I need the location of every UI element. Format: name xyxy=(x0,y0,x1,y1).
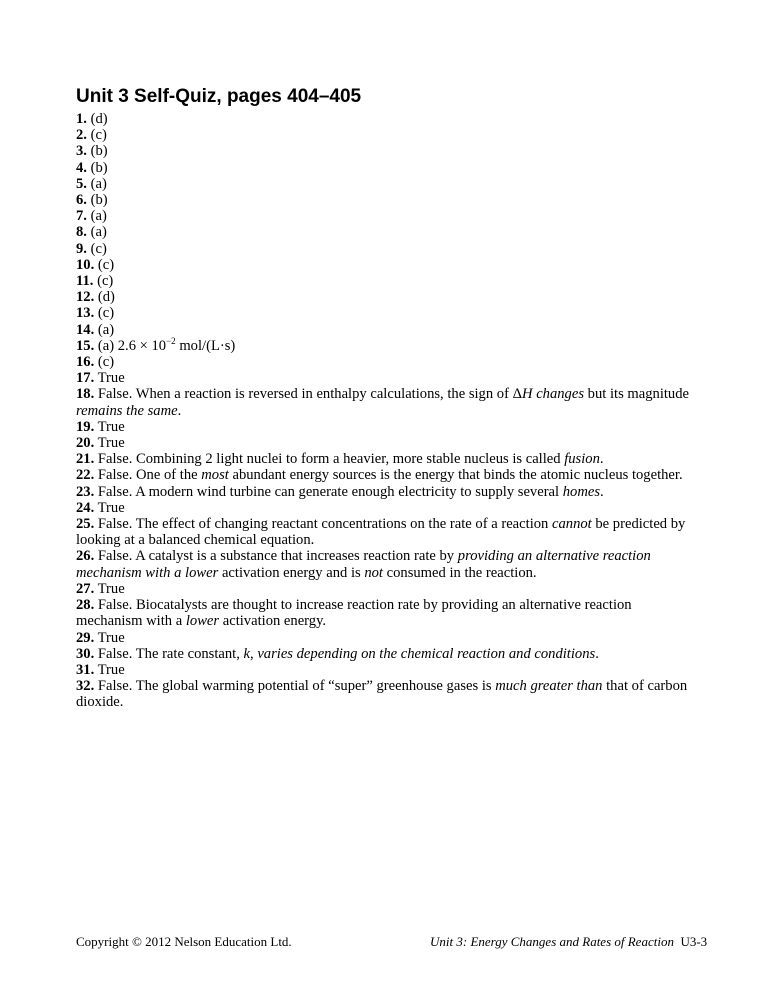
answer-text: varies depending on the chemical reaction and conditions xyxy=(257,645,596,662)
answer-text: remains the same xyxy=(76,402,178,419)
answer-text: (c) xyxy=(94,354,115,371)
answer-number: 4. xyxy=(76,159,87,176)
answer-item xyxy=(76,630,696,646)
answer-number: 1. xyxy=(76,111,87,127)
answer-text: True xyxy=(94,580,125,597)
answer-item xyxy=(76,241,696,257)
footer-unit-title: Unit 3: Energy Changes and Rates of Reaction xyxy=(430,934,674,949)
answer-text: much greater than xyxy=(495,678,603,695)
answer-item xyxy=(76,419,696,435)
answer-text: . xyxy=(177,402,182,419)
answer-text: that of carbon dioxide. xyxy=(76,678,688,711)
answer-text: (c) xyxy=(94,256,115,273)
answer-number: 22. xyxy=(76,467,95,484)
answer-number: 2. xyxy=(76,127,87,144)
footer-copyright: Copyright © 2012 Nelson Education Ltd. xyxy=(76,934,292,949)
answer-text: False. The global warming potential of “super” greenhouse gases is xyxy=(94,678,496,695)
answer-text: (a) xyxy=(94,321,115,338)
answer-text: providing an alternative reaction mechanism with a lower xyxy=(76,548,651,581)
answer-item xyxy=(76,111,696,127)
answer-number: 5. xyxy=(76,175,87,192)
answer-list xyxy=(76,111,696,711)
answer-text: activation energy and is xyxy=(218,564,365,581)
answer-number: 8. xyxy=(76,224,87,241)
footer-page-number: U3-3 xyxy=(680,934,708,949)
answer-item xyxy=(76,354,696,370)
answer-number: 20. xyxy=(76,435,95,452)
page-title: Unit 3 Self-Quiz, pages 404–405 xyxy=(76,86,362,107)
answer-item xyxy=(76,500,696,516)
answer-text: True xyxy=(94,418,125,435)
answer-item xyxy=(76,273,696,289)
answer-text: not xyxy=(364,564,383,581)
answer-text: (a) xyxy=(86,224,107,241)
answer-item xyxy=(76,548,696,580)
answer-number: 19. xyxy=(76,418,95,435)
answer-text: mol/(L·s) xyxy=(175,337,236,354)
answer-text: H changes xyxy=(522,386,585,403)
answer-text: fusion xyxy=(564,451,600,468)
answer-number: 3. xyxy=(76,143,87,160)
answer-number: 6. xyxy=(76,192,87,209)
answer-item xyxy=(76,208,696,224)
answer-text: . xyxy=(595,645,599,662)
answer-item xyxy=(76,143,696,159)
answer-text: (a) xyxy=(86,175,107,192)
answer-text: . xyxy=(600,483,604,500)
answer-item xyxy=(76,646,696,662)
answer-number: 23. xyxy=(76,483,95,500)
answer-text: lower xyxy=(185,613,220,630)
answer-text: be predicted by looking at a balanced chemical equation. xyxy=(76,516,686,549)
answer-text: abundant energy sources is the energy that binds the atomic nucleus together. xyxy=(228,467,683,484)
answer-text: (c) xyxy=(94,305,115,322)
answer-item xyxy=(76,662,696,678)
answer-text: cannot xyxy=(552,516,592,533)
answer-number: 32. xyxy=(76,678,95,695)
answer-number: 16. xyxy=(76,354,95,371)
answer-text: False. Biocatalysts are thought to increase reaction rate by providing an alternative reaction mechanism with a xyxy=(76,597,632,630)
answer-number: 30. xyxy=(76,645,95,662)
answer-item xyxy=(76,335,696,354)
answer-item xyxy=(76,289,696,305)
answer-text: True xyxy=(94,661,125,678)
answer-item xyxy=(76,176,696,192)
answer-number: 13. xyxy=(76,305,95,322)
answer-item xyxy=(76,370,696,386)
answer-text: (b) xyxy=(86,192,108,209)
answer-item xyxy=(76,257,696,273)
answer-number: 24. xyxy=(76,499,95,516)
answer-text: True xyxy=(94,629,125,646)
answer-text: False. One of the xyxy=(94,467,202,484)
answer-text: False. A modern wind turbine can generate enough electricity to supply several xyxy=(94,483,563,500)
answer-text: False. The rate constant, xyxy=(94,645,244,662)
answer-item xyxy=(76,224,696,240)
answer-number: 15. xyxy=(76,337,95,354)
answer-text: False. When a reaction is reversed in enthalpy calculations, the sign of Δ xyxy=(94,386,522,403)
answer-number: 21. xyxy=(76,451,95,468)
answer-text: True xyxy=(94,435,125,452)
answer-text: (d) xyxy=(94,289,115,306)
answer-text: (d) xyxy=(86,111,108,127)
answer-number: 31. xyxy=(76,661,95,678)
answer-number: 18. xyxy=(76,386,95,403)
answer-text: (c) xyxy=(86,127,107,144)
answer-item xyxy=(76,451,696,467)
answer-text: most xyxy=(201,467,229,484)
answer-number: 12. xyxy=(76,289,95,306)
answer-text: (b) xyxy=(86,143,108,160)
answer-item xyxy=(76,386,696,418)
answer-item xyxy=(76,160,696,176)
answer-text: activation energy. xyxy=(219,613,327,630)
answer-text: (a) 2.6 × 10 xyxy=(94,337,167,354)
answer-item xyxy=(76,484,696,500)
answer-number: 29. xyxy=(76,629,95,646)
answer-number: 17. xyxy=(76,370,95,387)
answer-text: (a) xyxy=(86,208,107,225)
answer-text: (c) xyxy=(93,273,114,290)
answer-text: −2 xyxy=(166,335,176,346)
answer-text: consumed in the reaction. xyxy=(382,564,537,581)
answer-item xyxy=(76,435,696,451)
answer-text: k xyxy=(243,645,251,662)
answer-item xyxy=(76,516,696,548)
answer-text: False. Combining 2 light nuclei to form a heavier, more stable nucleus is called xyxy=(94,451,565,468)
answer-item xyxy=(76,305,696,321)
answer-number: 26. xyxy=(76,548,95,565)
answer-text: True xyxy=(94,499,125,516)
answer-number: 10. xyxy=(76,256,95,273)
answer-item xyxy=(76,678,696,710)
answer-number: 11. xyxy=(76,273,94,290)
answer-number: 25. xyxy=(76,516,95,533)
footer-page-info xyxy=(430,934,707,950)
answer-number: 28. xyxy=(76,597,95,614)
answer-item xyxy=(76,192,696,208)
answer-text: False. A catalyst is a substance that increases reaction rate by xyxy=(94,548,458,565)
answer-number: 27. xyxy=(76,580,95,597)
answer-number: 14. xyxy=(76,321,95,338)
answer-item xyxy=(76,127,696,143)
answer-text: (b) xyxy=(86,159,108,176)
answer-text: (c) xyxy=(86,240,107,257)
answer-text: but its magnitude xyxy=(584,386,690,403)
answer-number: 9. xyxy=(76,240,87,257)
answer-text: True xyxy=(94,370,125,387)
answer-text: , xyxy=(250,645,258,662)
answer-item xyxy=(76,597,696,629)
answer-text: . xyxy=(599,451,604,468)
answer-text: False. The effect of changing reactant concentrations on the rate of a reaction xyxy=(94,516,552,533)
answer-item xyxy=(76,581,696,597)
answer-text: homes xyxy=(562,483,601,500)
answer-item xyxy=(76,467,696,483)
answer-number: 7. xyxy=(76,208,87,225)
